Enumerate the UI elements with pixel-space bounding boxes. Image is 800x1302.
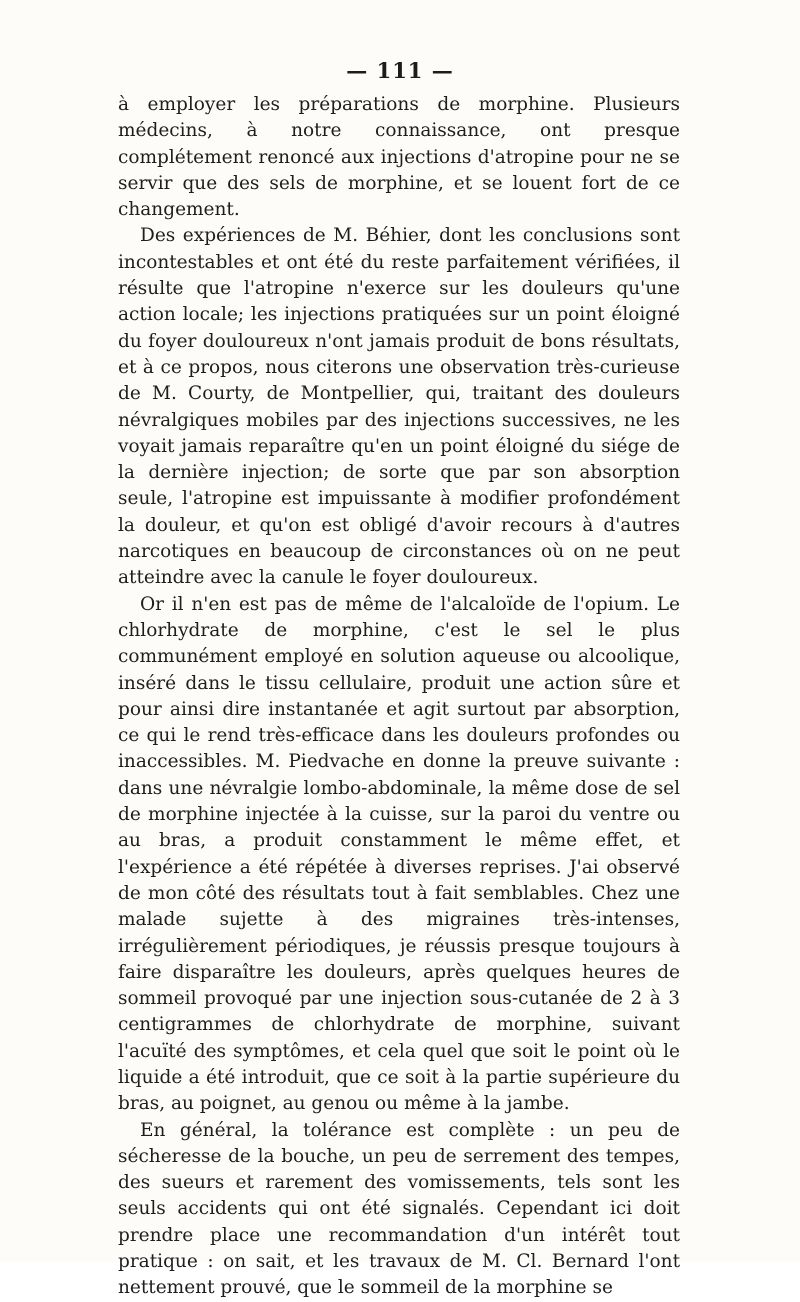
body-text: [118, 92, 680, 1302]
page-number: — 111 —: [346, 58, 454, 83]
paragraph-2: Des expériences de M. Béhier, dont les conclusions sont incontestables et ont été du reste parfaitement vérifiées, il résulte que l'atropine n'exerce sur les douleurs qu'une action locale; les injections pratiquées sur un point éloigné du foyer douloureux n'ont jamais produit de bons résultats, et à ce propos, nous citerons une observation très-curieuse de M. Courty, de Montpellier, qui, traitant des douleurs névralgiques mobiles par des injections successives, ne les voyait jamais reparaître qu'en un point éloigné du siége de la dernière injection; de sorte que par son absorption seule, l'atropine est impuissante à modifier profondément la douleur, et qu'on est obligé d'avoir recours à d'autres narcotiques en beaucoup de circonstances où on ne peut atteindre avec la canule le foyer douloureux.: [118, 225, 680, 589]
paragraph-1: à employer les préparations de morphine. Plusieurs médecins, à notre connaissance, ont presque complétement renoncé aux injections d'atropine pour ne se servir que des sels de morphine, et se louent fort de ce changement.: [118, 94, 680, 221]
paragraph-3: Or il n'en est pas de même de l'alcaloïde de l'opium. Le chlorhydrate de morphine, c'est le sel le plus communément employé en solution aqueuse ou alcoolique, inséré dans le tissu cellulaire, produit une action sûre et pour ainsi dire instantanée et agit surtout par absorption, ce qui le rend très-efficace dans les douleurs profondes ou inaccessibles. M. Piedvache en donne la preuve suivante : dans une névralgie lombo-abdominale, la même dose de sel de morphine injectée à la cuisse, sur la paroi du ventre ou au bras, a produit constamment le même effet, et l'expérience a été répétée à diverses reprises. J'ai observé de mon côté des résultats tout à fait semblables. Chez une malade sujette à des migraines très-intenses, irrégulièrement périodiques, je réussis presque toujours à faire disparaître les douleurs, après quelques heures de sommeil provoqué par une injection sous-cutanée de 2 à 3 centigrammes de chlorhydrate de morphine, suivant l'acuïté des symptômes, et cela quel que soit le point où le liquide a été introduit, que ce soit à la partie supérieure du bras, au poignet, au genou ou même à la jambe.: [118, 593, 680, 1115]
paragraph-4: En général, la tolérance est complète : un peu de sécheresse de la bouche, un peu de serrement des tempes, des sueurs et rarement des vomissements, tels sont les seuls accidents qui ont été signalés. Cependant ici doit prendre place une recommandation d'un intérêt tout pratique : on sait, et les travaux de M. Cl. Bernard l'ont nettement prouvé, que le sommeil de la morphine se: [118, 1119, 680, 1299]
